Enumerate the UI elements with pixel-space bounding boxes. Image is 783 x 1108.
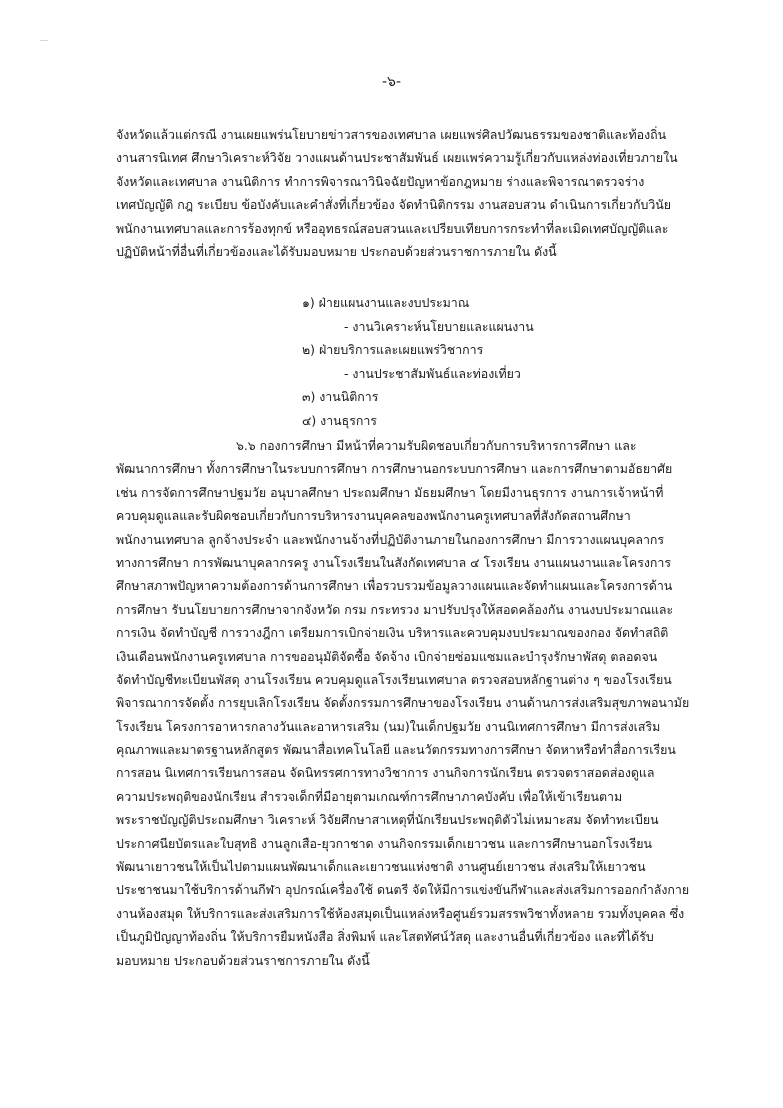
- paragraph-line: เงินเดือนพนักงานครูเทศบาล การขออนุมัติจัดซื้อ จัดจ้าง เบิกจ่ายซ่อมแซมและบำรุงรักษาพัสดุ ตลอดจน: [116, 648, 658, 664]
- list-item-division: ๒) ฝ่ายบริการและเผยแพร่วิชาการ: [302, 342, 484, 358]
- list-item-division: ๓) งานนิติการ: [302, 389, 379, 405]
- scan-mark: [40, 40, 48, 41]
- paragraph-line: การศึกษา รับนโยบายการศึกษาจากจังหวัด กรม กระทรวง มาปรับปรุงให้สอดคล้องกัน งานงบประมาณและ: [116, 601, 674, 617]
- paragraph-line: พนักงานเทศบาลและการร้องทุกข์ หรืออุทธรณ์สอบสวนและเปรียบเทียบการกระทำที่ละเมิดเทศบัญญัติและ: [116, 220, 669, 236]
- paragraph-line: มอบหมาย ประกอบด้วยส่วนราชการภายใน ดังนี้: [116, 952, 370, 968]
- paragraph-line: ควบคุมดูแลและรับผิดชอบเกี่ยวกับการบริหารงานบุคคลของพนักงานครูเทศบาลที่สังกัดสถานศึกษา: [116, 508, 631, 524]
- paragraph-municipal-duties: [116, 123, 696, 263]
- paragraph-line: จัดทำบัญชีทะเบียนพัสดุ งานโรงเรียน ควบคุมดูแลโรงเรียนเทศบาล ตรวจสอบหลักฐานต่าง ๆ ของโรงเรียน: [116, 671, 672, 687]
- paragraph-line: จังหวัดแล้วแต่กรณี งานเผยแพร่นโยบายข่าวสารของเทศบาล เผยแพร่ศิลปวัฒนธรรมของชาติและท้องถิ่น: [116, 127, 667, 142]
- paragraph-line: พัฒนาการศึกษา ทั้งการศึกษาในระบบการศึกษา การศึกษานอกระบบการศึกษา และการศึกษาตามอัธยาศัย: [116, 461, 673, 477]
- page-number: -๖-: [382, 74, 401, 90]
- division-list: [116, 291, 696, 433]
- paragraph-line: พิจารณาการจัดตั้ง การยุบเลิกโรงเรียน จัดตั้งกรรมการศึกษาของโรงเรียน งานด้านการส่งเสริมสุขภาพอนามัย: [116, 695, 690, 711]
- paragraph-line: การสอน นิเทศการเรียนการสอน จัดนิทรรศการทางวิชาการ งานกิจการนักเรียน ตรวจตราสอดส่องดูแล: [116, 765, 655, 781]
- paragraph-line: พนักงานเทศบาล ลูกจ้างประจำ และพนักงานจ้างที่ปฏิบัติงานภายในกองการศึกษา มีการวางแผนบุคลากร: [116, 531, 665, 547]
- paragraph-line: ทางการศึกษา การพัฒนาบุคลากรครู งานโรงเรียนในสังกัดเทศบาล ๔ โรงเรียน งานแผนงานและโครงการ: [116, 554, 672, 570]
- list-item-division: ๔) งานธุรการ: [302, 412, 377, 428]
- paragraph-line: ๖.๖ กองการศึกษา มีหน้าที่ความรับผิดชอบเกี่ยวกับการบริหารการศึกษา และ: [236, 438, 637, 453]
- paragraph-line: งานห้องสมุด ให้บริการและส่งเสริมการใช้ห้องสมุดเป็นแหล่งหรือศูนย์รวมสรรพวิชาทั้งหลาย รวมทั้งบุคคล ซึ่ง: [116, 905, 685, 921]
- paragraph-line: เช่น การจัดการศึกษาปฐมวัย อนุบาลศึกษา ประถมศึกษา มัธยมศึกษา โดยมีงานธุรการ งานการเจ้าหน้าที่: [116, 484, 664, 500]
- paragraph-line: คุณภาพและมาตรฐานหลักสูตร พัฒนาสื่อเทคโนโลยี และนวัตกรรมทางการศึกษา จัดหาหรือทำสื่อการเรียน: [116, 742, 676, 758]
- paragraph-line: การเงิน จัดทำบัญชี การวางฎีกา เตรียมการเบิกจ่ายเงิน บริหารและควบคุมงบประมาณของกอง จัดทำสถิติ: [116, 625, 669, 641]
- list-item-subunit: - งานวิเคราะห์นโยบายและแผนงาน: [344, 318, 534, 334]
- paragraph-line: จังหวัดและเทศบาล งานนิติการ ทำการพิจารณาวินิจฉัยปัญหาข้อกฎหมาย ร่างและพิจารณาตรวจร่าง: [116, 173, 645, 189]
- paragraph-line: ปฏิบัติหน้าที่อื่นที่เกี่ยวข้องและได้รับมอบหมาย ประกอบด้วยส่วนราชการภายใน ดังนี้: [116, 243, 557, 259]
- paragraph-line: พัฒนาเยาวชนให้เป็นไปตามแผนพัฒนาเด็กและเยาวชนแห่งชาติ งานศูนย์เยาวชน ส่งเสริมให้เยาวชน: [116, 859, 646, 875]
- paragraph-line: ประกาศนียบัตรและใบสุทธิ งานลูกเสือ-ยุวกาชาด งานกิจกรรมเด็กเยาวชน และการศึกษานอกโรงเรียน: [116, 835, 652, 851]
- paragraph-line: เป็นภูมิปัญญาท้องถิ่น ให้บริการยืมหนังสือ สิ่งพิมพ์ และโสตทัศน์วัสดุ และงานอื่นที่เกี่ยวข้อง และที่ได้รับ: [116, 929, 654, 945]
- paragraph-line: โรงเรียน โครงการอาหารกลางวันและอาหารเสริม (นม)ในเด็กปฐมวัย งานนิเทศการศึกษา มีการส่งเสริม: [116, 718, 661, 734]
- list-item-division: ๑) ฝ่ายแผนงานและงบประมาณ: [302, 295, 470, 310]
- paragraph-line: ศึกษาสภาพปัญหาความต้องการด้านการศึกษา เพื่อรวบรวมข้อมูลวางแผนและจัดทำแผนและโครงการด้าน: [116, 578, 673, 594]
- list-item-subunit: - งานประชาสัมพันธ์และท่องเที่ยว: [344, 365, 521, 381]
- paragraph-line: ประชาชนมาใช้บริการด้านกีฬา อุปกรณ์เครื่องใช้ ดนตรี จัดให้มีการแข่งขันกีฬาและส่งเสริมการออกกำลังกาย: [116, 882, 690, 898]
- paragraph-education-division: [116, 434, 696, 972]
- paragraph-line: ความประพฤติของนักเรียน สำรวจเด็กที่มีอายุตามเกณฑ์การศึกษาภาคบังคับ เพื่อให้เข้าเรียนตาม: [116, 788, 623, 804]
- paragraph-line: เทศบัญญัติ กฎ ระเบียบ ข้อบังคับและคำสั่งที่เกี่ยวข้อง จัดทำนิติกรรม งานสอบสวน ดำเนินการเกี่ยวกับวินัย: [116, 197, 672, 213]
- paragraph-line: งานสารนิเทศ ศึกษาวิเคราะห์วิจัย วางแผนด้านประชาสัมพันธ์ เผยแพร่ความรู้เกี่ยวกับแหล่งท่องเที่ยวภายใน: [116, 150, 678, 166]
- paragraph-line: พระราชบัญญัติประถมศึกษา วิเคราะห์ วิจัยศึกษาสาเหตุที่นักเรียนประพฤติตัวไม่เหมาะสม จัดทำทะเบียน: [116, 812, 659, 828]
